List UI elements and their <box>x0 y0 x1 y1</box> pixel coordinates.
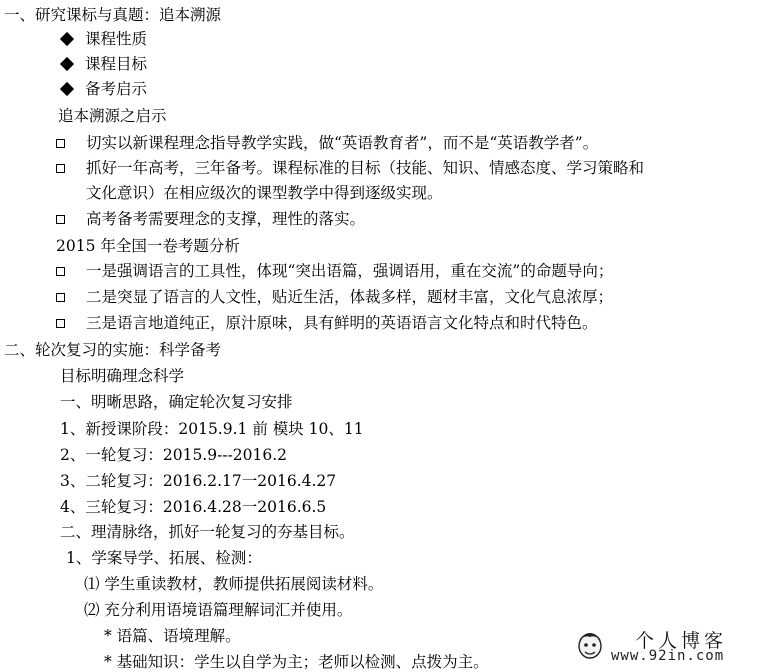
square-bullet-icon <box>56 267 65 276</box>
section-heading-1: 一、研究课标与真题：追本溯源 <box>4 6 222 24</box>
sub-heading: 目标明确理念科学 <box>60 367 185 385</box>
sub-heading: 二、理清脉络，抓好一轮复习的夯基目标。 <box>60 523 355 541</box>
cartoon-face-icon <box>575 628 605 660</box>
schedule-item: 2、一轮复习：2015.9---2016.2 <box>60 446 288 464</box>
diamond-bullet-icon <box>60 57 74 71</box>
watermark-title: 个人博客 <box>635 630 728 652</box>
square-bullet-icon <box>56 164 65 173</box>
schedule-item: 4、三轮复习：2016.4.28一2016.6.5 <box>60 498 327 516</box>
sub-heading: 一、明晰思路，确定轮次复习安排 <box>60 393 293 411</box>
bullet-item: 课程目标 <box>60 54 147 74</box>
list-item: ⑵ 充分利用语境语篇理解词汇并使用。 <box>84 601 353 619</box>
checkbox-item: 切实以新课程理念指导教学实践，做“英语教育者”，而不是“英语教学者”。 <box>56 133 598 153</box>
sub-heading: 追本溯源之启示 <box>58 107 167 125</box>
schedule-item: 1、新授课阶段：2015.9.1 前 模块 10、11 <box>60 420 364 438</box>
diamond-bullet-icon <box>60 82 74 96</box>
bullet-item: 备考启示 <box>60 79 147 99</box>
list-item: 1、学案导学、拓展、检测： <box>66 549 262 567</box>
list-item: ⑴ 学生重读教材，教师提供拓展阅读材料。 <box>84 575 384 593</box>
bullet-item: 课程性质 <box>60 29 147 49</box>
list-item: * 语篇、语境理解。 <box>104 627 241 645</box>
sub-heading: 2015 年全国一卷考题分析 <box>56 237 240 255</box>
diamond-bullet-icon <box>60 32 74 46</box>
checkbox-item: 高考备考需要理念的支撑，理性的落实。 <box>56 209 365 229</box>
checkbox-item: 三是语言地道纯正，原汁原味，具有鲜明的英语语言文化特点和时代特色。 <box>56 313 598 333</box>
watermark-url: www.92in.com <box>611 648 725 664</box>
list-item: * 基础知识：学生以自学为主；老师以检测、点拨为主。 <box>104 653 489 671</box>
section-heading-2: 二、轮次复习的实施：科学备考 <box>4 341 222 359</box>
schedule-item: 3、二轮复习：2016.2.17一2016.4.27 <box>60 472 337 490</box>
square-bullet-icon <box>56 319 65 328</box>
square-bullet-icon <box>56 215 65 224</box>
square-bullet-icon <box>56 139 65 148</box>
checkbox-item: 抓好一年高考，三年备考。课程标准的目标（技能、知识、情感态度、学习策略和 <box>56 158 644 178</box>
checkbox-item: 一是强调语言的工具性，体现“突出语篇，强调语用，重在交流”的命题导向； <box>56 261 613 281</box>
square-bullet-icon <box>56 293 65 302</box>
blog-watermark <box>575 626 760 666</box>
checkbox-item: 二是突显了语言的人文性，贴近生活，体裁多样，题材丰富，文化气息浓厚； <box>56 287 613 307</box>
continuation-text: 文化意识）在相应级次的课型教学中得到逐级实现。 <box>86 184 443 202</box>
